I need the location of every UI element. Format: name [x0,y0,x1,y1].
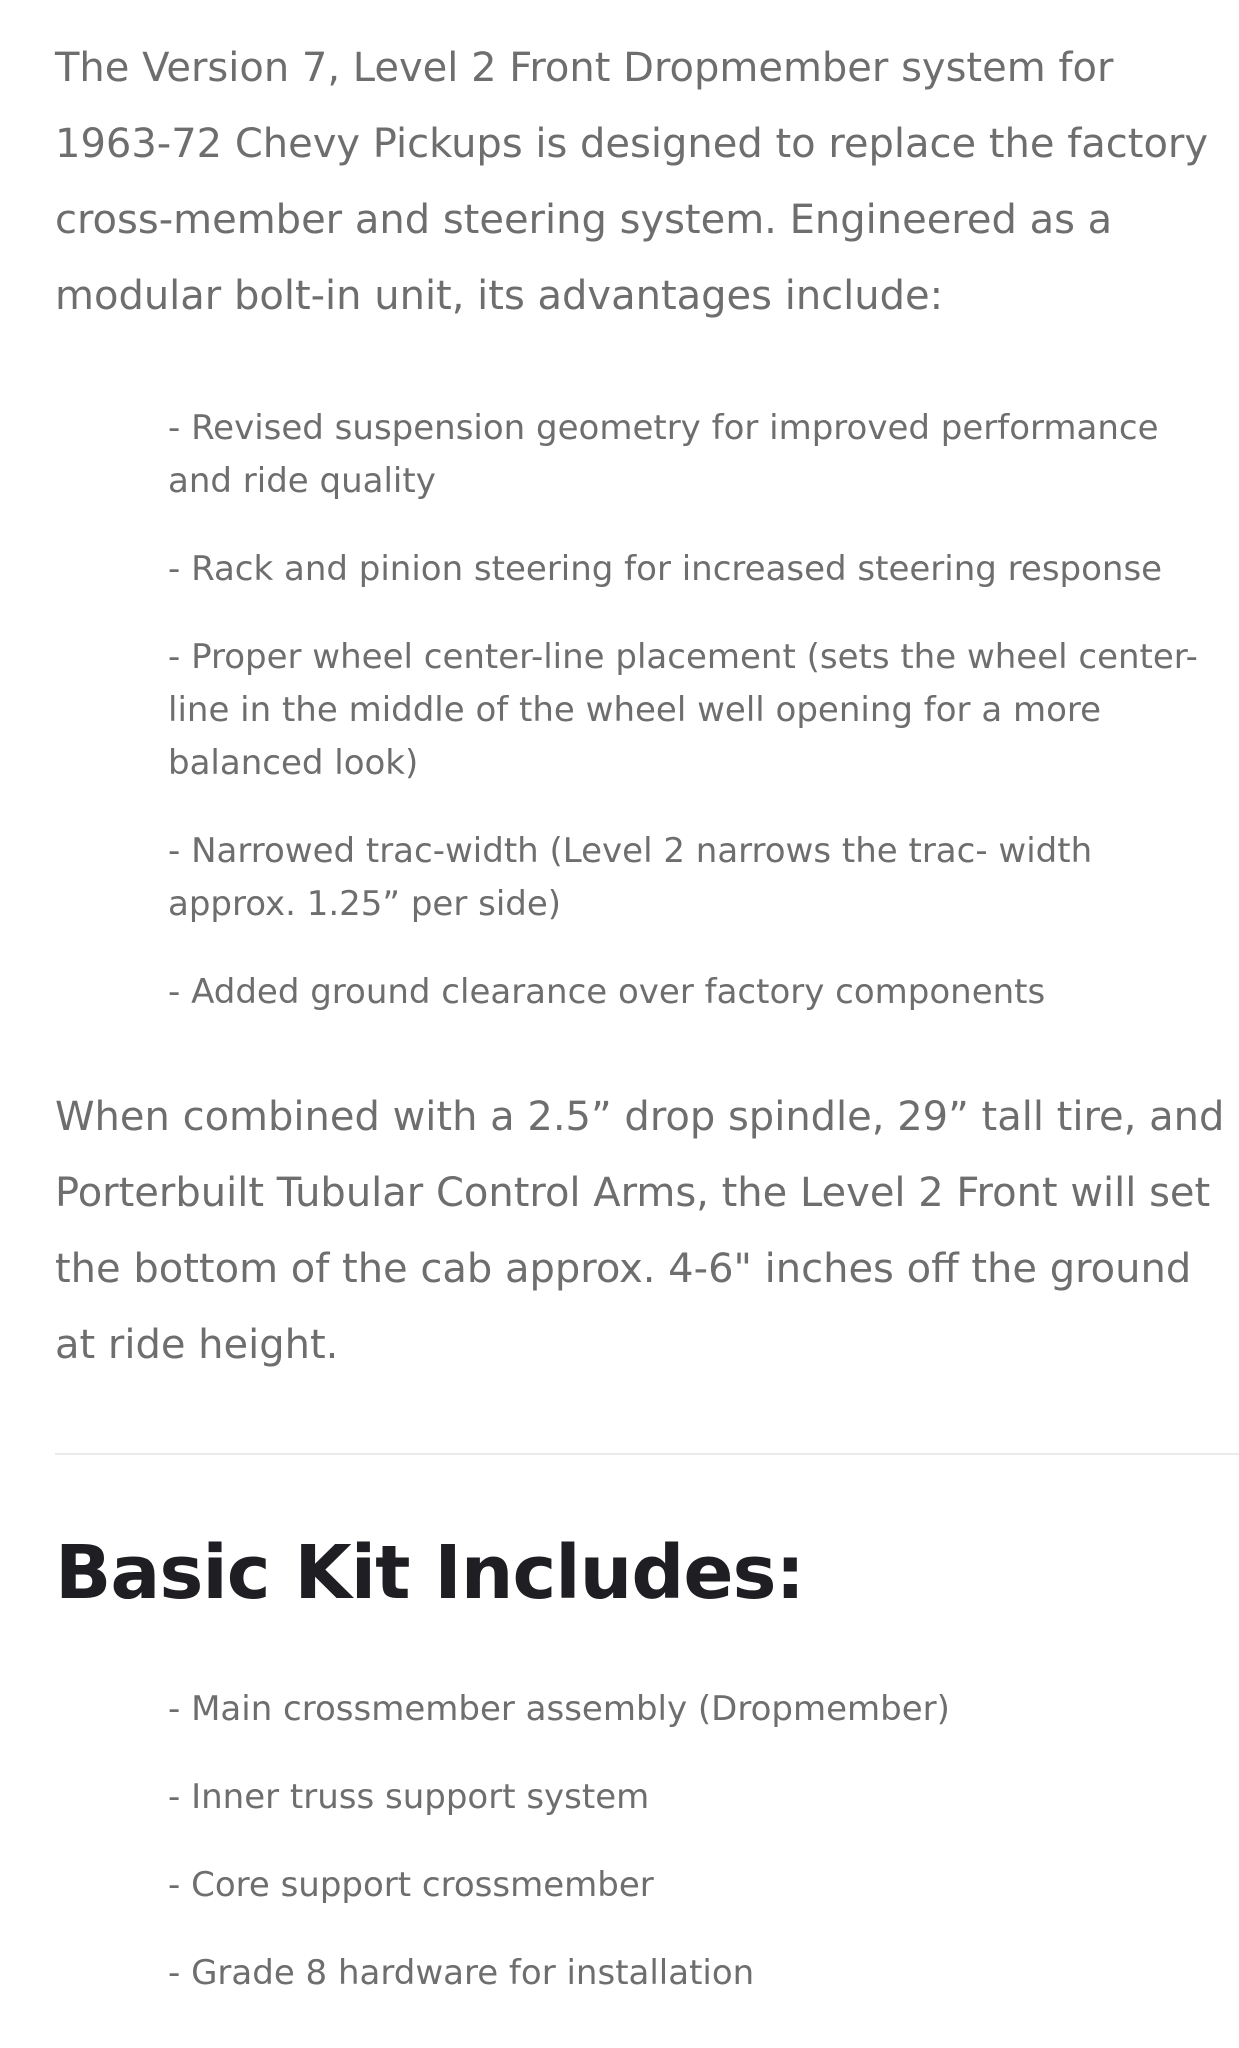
section-divider [55,1453,1239,1455]
intro-paragraph: The Version 7, Level 2 Front Dropmember system for 1963-72 Chevy Pickups is designed to replace the factory cross-member and steering system. Engineered as a modular bolt-in unit, its advantages include: [55,45,1209,319]
combined-paragraph: When combined with a 2.5” drop spindle, 29” tall tire, and Porterbuilt Tubular Control Arms, the Level 2 Front will set the bottom of the cab approx. 4-6" inches off the ground at ride height. [55,1094,1225,1368]
list-item: - Inner truss support system [168,1777,650,1817]
list-item: - Proper wheel center-line placement (sets the wheel center-line in the middle of the wheel well opening for a more balanced look) [168,637,1198,783]
list-item: - Grade 8 hardware for installation [168,1953,755,1993]
list-item: - Revised suspension geometry for improved performance and ride quality [168,408,1159,501]
list-item: - Core support crossmember [168,1865,654,1905]
list-item: - Main crossmember assembly (Dropmember) [168,1689,950,1729]
kit-heading: Basic Kit Includes: [55,1530,805,1616]
list-item: - Narrowed trac-width (Level 2 narrows the trac- width approx. 1.25” per side) [168,831,1093,924]
advantages-list [168,402,1228,1019]
kit-list [168,1683,1228,2000]
list-item: - Rack and pinion steering for increased steering response [168,549,1163,589]
list-item: - Added ground clearance over factory components [168,972,1046,1012]
product-description [55,30,1239,2035]
